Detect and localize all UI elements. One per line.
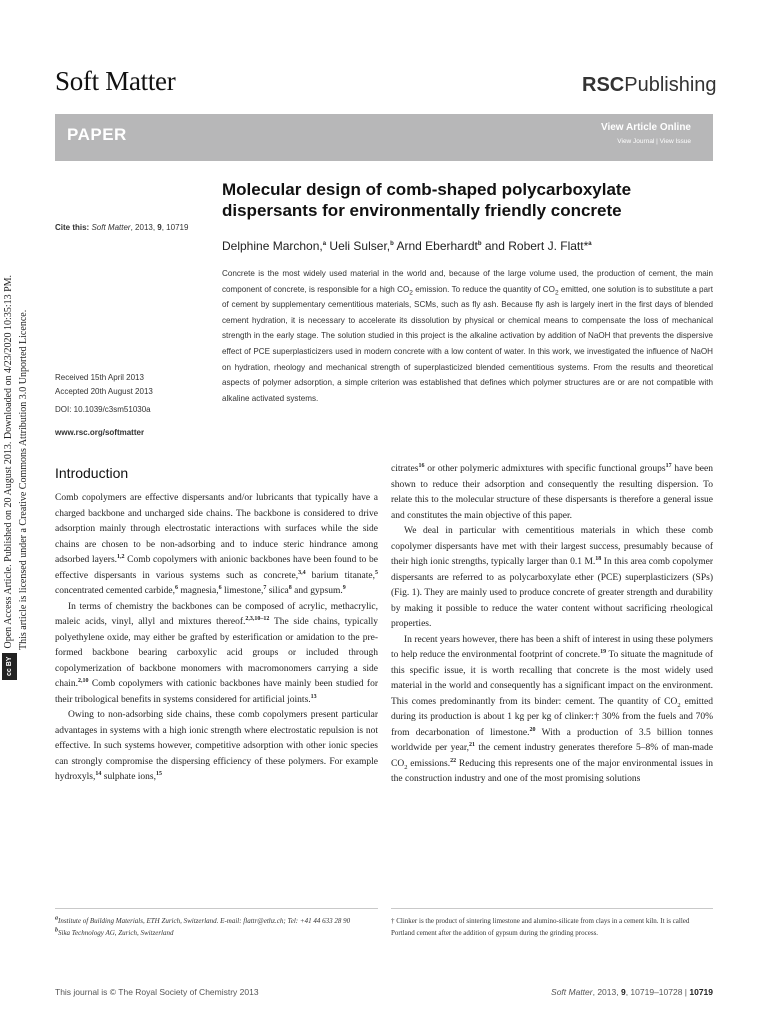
citation-ref[interactable]: 8 xyxy=(288,584,292,591)
section-heading-introduction: Introduction xyxy=(55,465,129,481)
author-affiliation-mark: a xyxy=(588,241,592,247)
citation-ref[interactable]: 13 xyxy=(310,693,317,700)
citation-ref[interactable]: 21 xyxy=(468,741,475,748)
cite-volume: 9 xyxy=(157,223,162,232)
article-type-banner xyxy=(55,114,713,161)
author-list xyxy=(222,239,592,253)
open-access-notice xyxy=(2,180,30,680)
received-date: Received 15th April 2013 xyxy=(55,373,144,382)
author-affiliation-mark: b xyxy=(390,241,394,247)
paragraph: citrates$^{16}$ or other polymeric admixtures with specific functional groups$^{17}$ have been shown to reduce their adsorption and consequently the resulting dispersion. To relate this to the molecular structure of these dispersants is therefore a general issue and constitutes the main objective of this paper. xyxy=(391,462,713,521)
submission-dates xyxy=(55,371,153,399)
citation-ref[interactable]: 22 xyxy=(450,757,457,764)
page-number: 10719 xyxy=(689,987,713,997)
author-name[interactable]: Ueli Sulser, xyxy=(329,239,391,253)
publisher-logo-rest: Publishing xyxy=(624,74,717,96)
footnote-divider xyxy=(391,908,713,909)
journal-website-link[interactable]: www.rsc.org/softmatter xyxy=(55,428,145,437)
footnote-divider xyxy=(55,908,378,909)
doi[interactable]: DOI: 10.1039/c3sm51030a xyxy=(55,405,151,414)
cc-license-icon[interactable]: cc BY xyxy=(2,653,17,680)
view-article-online-link[interactable]: View Article Online xyxy=(600,122,691,133)
citation-ref[interactable]: 20 xyxy=(529,726,536,733)
affiliation-b: $^b$Sika Technology AG, Zurich, Switzerland xyxy=(55,927,174,937)
body-column-left xyxy=(55,491,378,786)
author-name[interactable]: Delphine Marchon, xyxy=(222,239,323,253)
footer-citation: Soft Matter, 2013, 9, 10719–10728 | 10719 xyxy=(551,987,713,997)
publisher-logo[interactable] xyxy=(582,74,717,97)
open-access-line: Open Access Article. Published on 20 August 2013. Downloaded on 4/23/2020 10:35:13 PM. xyxy=(3,274,14,649)
citation-ref[interactable]: 2,3,10–12 xyxy=(245,615,270,622)
accepted-date: Accepted 20th August 2013 xyxy=(55,387,153,396)
citation-ref[interactable]: 6 xyxy=(175,584,178,591)
paragraph: In terms of chemistry the backbones can be composed of acrylic, methacrylic, maleic acids, vinyl, allyl and mixtures thereof.$^{2,3,10-12}$ The side chains, typically polyethylene oxide, may either be grafted by esterification or amidation to the pre-formed backbone bearing carboxylic acid groups or included through copolymerization of backbone monomers with macromonomers carrying a side chain.$^{2,10}$ Comb copolymers with cationic backbones have mainly been studied for their tribological benefits in systems considered for artificial joints.$^{13}$ xyxy=(55,601,378,705)
license-line[interactable]: This article is licensed under a Creative Commons Attribution 3.0 Unported Licence. xyxy=(18,309,29,650)
citation-ref[interactable]: 17 xyxy=(665,462,672,469)
citation-ref[interactable]: 14 xyxy=(95,770,102,777)
cite-this xyxy=(55,223,188,232)
citation-ref[interactable]: 19 xyxy=(600,648,607,655)
citation-ref[interactable]: 9 xyxy=(342,584,346,591)
citation-ref[interactable]: 6 xyxy=(218,584,222,591)
citation-ref[interactable]: 2,10 xyxy=(77,677,89,684)
publisher-logo-bold: RSC xyxy=(582,74,625,96)
cite-journal: Soft Matter xyxy=(91,223,131,232)
cite-page: , 10719 xyxy=(161,223,189,232)
author-affiliation-mark: b xyxy=(477,241,482,247)
cite-label: Cite this: xyxy=(55,223,90,232)
view-journal-issue-links[interactable]: View Journal | View Issue xyxy=(617,138,691,145)
paragraph: We deal in particular with cementitious materials in which these comb copolymer dispersants have met with their largest success, presumably because of their high ionic strengths, typically larger than 0.1 M.$^{18}$ In this area comb copolymer dispersants are referred to as polycarboxylate ether (PCE) superplasticizers (SPs) (Fig. 1). They are mainly used to produce concrete of greater strength and durability by making it possible to reduce the water content without sacrificing rheological properties. xyxy=(391,526,714,629)
footnote-clinker: † Clinker is the product of sintering limestone and alumino-silicate from clays in a cement kiln. It is called Portland cement after the addition of gypsum during the grinding process. xyxy=(391,917,690,937)
affiliations xyxy=(55,915,378,939)
article-title: Molecular design of comb-shaped polycarboxylate dispersants for environmentally friendly concrete xyxy=(222,180,632,220)
paragraph: Comb copolymers are effective dispersants and/or lubricants that typically have a charged backbone and uncharged side chains. The backbone is considered to drive adsorption mainly through electrostatic interactions with surfaces while the side chains are chosen to be non-adsorbing and to induce steric hindrance among adsorbed layers.$^{1,2}$ Comb copolymers with anionic backbones have been found to be effective dispersants in various systems such as concrete,$^{3,4}$ barium titanate,$^5$ concentrated cemented carbide,$^6$ magnesia,$^6$ limestone,$^7$ silica$^8$ and gypsum.$^9$ xyxy=(55,493,378,596)
author-affiliation-mark: a xyxy=(322,241,327,247)
paragraph: In recent years however, there has been a shift of interest in using these polymers to help reduce the environmental footprint of concrete.$^{19}$ To situate the magnitude of this specific issue, it is worth recalling that concrete is the most widely used material in the world and consequently has a significant impact on the environment. This comes predominantly from its binder: cement. The quantity of $CO_2$ emitted during its production is about 1 kg per kg of clinker:† 30% from the fuels and 70% from decarbonation of limestone.$^{20}$ With a production of 3.5 billion tonnes worldwide per year,$^{21}$ the cement industry generates therefore 5–8% of man-made $CO_2$ emissions.$^{22}$ Reducing this represents one of the major environmental issues in the construction industry and one of the most promising solutions xyxy=(391,634,714,784)
body-column-right xyxy=(391,462,713,788)
citation-ref[interactable]: 3,4 xyxy=(298,569,306,576)
citation-ref[interactable]: 15 xyxy=(156,770,162,777)
article-type-label: PAPER xyxy=(67,125,127,144)
citation-ref[interactable]: 18 xyxy=(595,555,602,562)
citation-ref[interactable]: 1,2 xyxy=(117,553,125,560)
citation-ref[interactable]: 7 xyxy=(263,584,267,591)
citation-ref[interactable]: 16 xyxy=(418,462,425,469)
footer-copyright: This journal is © The Royal Society of Chemistry 2013 xyxy=(55,987,259,997)
journal-title: Soft Matter xyxy=(55,66,176,96)
abstract: Concrete is the most widely used material in the world and, because of the large volume used, the production of cement, the main component of concrete, is responsible for a high $CO_2$ emission. To reduce the quantity of $CO_2$ emitted, one solution is to substitute a part of cement by supplementary cementitious materials, SCMs, such as fly ash. Because fly ash is largely inert in the first days of blended cement hydration, it is necessary to accelerate its dissolution by physical or chemical means to compensate the loss of mechanical strength in the early stage. The solution studied in this project is the alkaline activation by addition of NaOH that prevents the dispersive effect of PCE superplasticizers used in modern concrete with a low content of water. In this work, we investigated the influence of NaOH on hydration, rheology and mechanical strength of superplasticized blended cementitious systems. From the results and theoretical aspects of polymer adsorption, a simple criterion was established that defines which polymer structures are or are not compatible with alkaline activated systems. xyxy=(222,269,713,403)
author-name[interactable]: and Robert J. Flatt* xyxy=(484,239,589,253)
author-name[interactable]: Arnd Eberhardt xyxy=(396,239,478,253)
paragraph: Owing to non-adsorbing side chains, these comb copolymers present particular advantages in systems with a high ionic strength where electrostatic repulsion is not effective. In such systems however, competitive adsorption with other ionic species can strongly compromise the dispersing efficiency of these polymers. For example hydroxyls,$^{14}$ sulphate ions,$^{15}$ xyxy=(55,710,378,782)
citation-ref[interactable]: 5 xyxy=(374,569,378,576)
affiliation-a: $^a$Institute of Building Materials, ETH Zurich, Switzerland. E-mail: flattr@ethz.ch; Tel: +41 44 633 28 90 xyxy=(55,915,351,925)
cite-year: , 2013, xyxy=(130,223,158,232)
